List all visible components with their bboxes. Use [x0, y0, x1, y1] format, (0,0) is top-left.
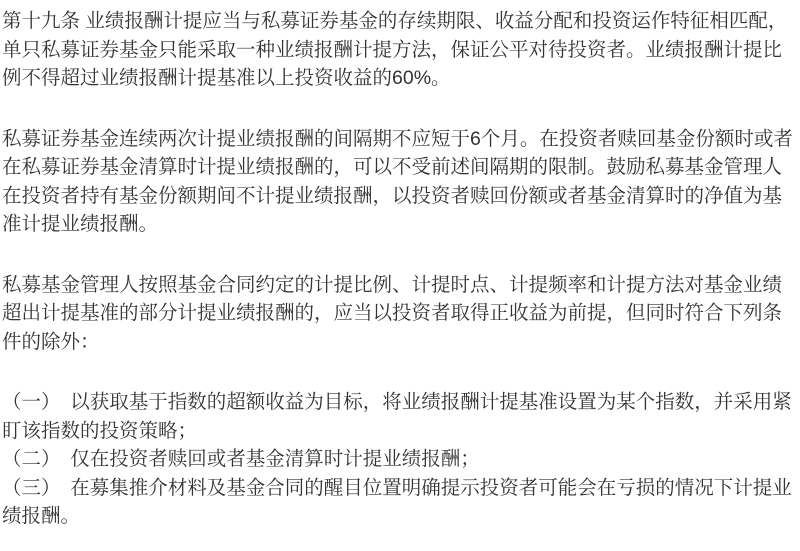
- paragraph-fee-accrual-principles: 第十九条 业绩报酬计提应当与私募证券基金的存续期限、收益分配和投资运作特征相匹配，单只私募证券基金只能采取一种业绩报酬计提方法，保证公平对待投资者。业绩报酬计提比例不得超过业绩报酬计提基准以上投资收益的60%。: [2, 10, 788, 89]
- exception-item-3-loss-disclosure: （三） 在募集推介材料及基金合同的醒目位置明确提示投资者可能会在亏损的情况下计提业绩报酬。: [2, 476, 792, 527]
- exception-condition-list: [2, 388, 797, 531]
- exception-item-2-redemption-liquidation: （二） 仅在投资者赎回或者基金清算时计提业绩报酬；: [2, 448, 480, 470]
- paragraph-positive-return-premise: 私募基金管理人按照基金合同约定的计提比例、计提时点、计提频率和计提方法对基金业绩超出计提基准的部分计提业绩报酬的，应当以投资者取得正收益为前提，但同时符合下列条件的除外：: [2, 273, 783, 353]
- paragraph-accrual-interval-rule: 私募证券基金连续两次计提业绩报酬的间隔期不应短于6个月。在投资者赎回基金份额时或者在私募证券基金清算时计提业绩报酬的，可以不受前述间隔期的限制。鼓励私募基金管理人在投资者持有基金份额期间不计提业绩报酬，以投资者赎回份额或者基金清算时的净值为基准计提业绩报酬。: [2, 127, 793, 235]
- exception-item-1-index-benchmark: （一） 以获取基于指数的超额收益为目标，将业绩报酬计提基准设置为某个指数，并采用紧盯该指数的投资策略；: [2, 391, 792, 442]
